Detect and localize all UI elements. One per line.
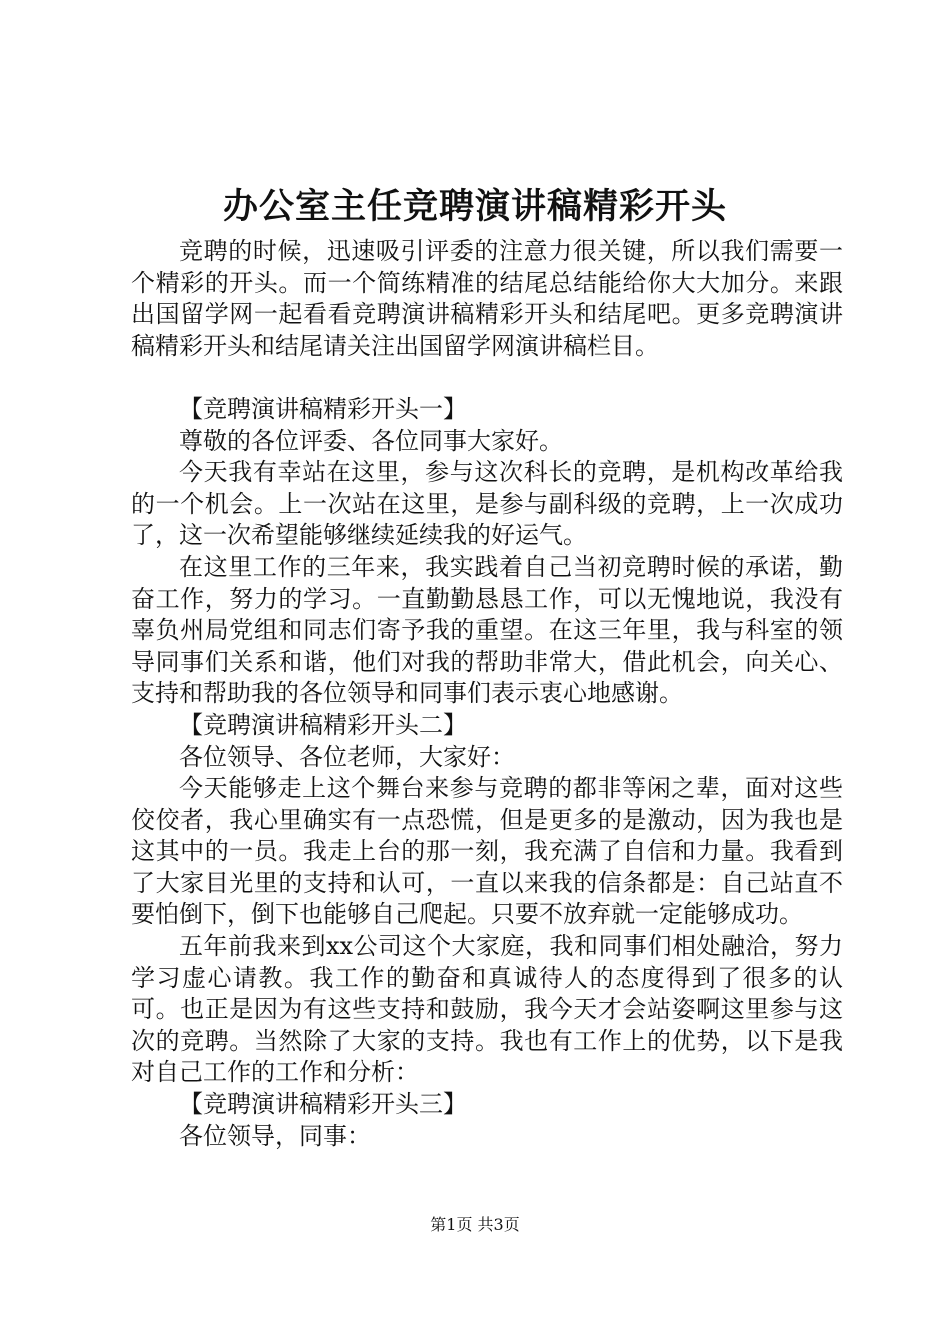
greeting-paragraph-3: 各位领导，同事： — [179, 1121, 371, 1150]
body-paragraph: 五年前我来到xx公司这个大家庭，我和同事们相处融洽，努力学习虚心请教。我工作的勤奋和真诚待人的态度得到了很多的认可。也正是因为有这些支持和鼓励，我今天才会站姿啊这里参与这次的竞聘。当然除了大家的支持。我也有工作上的优势，以下是我对自己工作的工作和分析： — [131, 932, 843, 1087]
section-heading-2: 【竞聘演讲稿精彩开头二】 — [179, 710, 467, 739]
document-title: 办公室主任竞聘演讲稿精彩开头 — [222, 187, 727, 227]
section-heading-1: 【竞聘演讲稿精彩开头一】 — [179, 394, 467, 423]
greeting-paragraph-2: 各位领导、各位老师，大家好： — [179, 742, 515, 771]
document-body — [131, 236, 843, 1152]
section-heading-3: 【竞聘演讲稿精彩开头三】 — [179, 1090, 467, 1119]
page-footer: 第1页 共3页 — [430, 1215, 520, 1234]
body-paragraph: 在这里工作的三年来，我实践着自己当初竞聘时候的承诺，勤奋工作，努力的学习。一直勤勤恳恳工作，可以无愧地说，我没有辜负州局党组和同志们寄予我的重望。在这三年里，我与科室的领导同事们关系和谐，他们对我的帮助非常大，借此机会，向关心、支持和帮助我的各位领导和同事们表示衷心地感谢。 — [131, 552, 843, 708]
intro-paragraph: 竞聘的时候，迅速吸引评委的注意力很关键，所以我们需要一个精彩的开头。而一个简练精准的结尾总结能给你大大加分。来跟出国留学网一起看看竞聘演讲稿精彩开头和结尾吧。更多竞聘演讲稿精彩开头和结尾请关注出国留学网演讲稿栏目。 — [131, 237, 843, 360]
body-paragraph: 今天能够走上这个舞台来参与竞聘的都非等闲之辈，面对这些佼佼者，我心里确实有一点恐慌，但是更多的是激动，因为我也是这其中的一员。我走上台的那一刻，我充满了自信和力量。我看到了大家目光里的支持和认可，一直以来我的信条都是：自己站直不要怕倒下，倒下也能够自己爬起。只要不放弃就一定能够成功。 — [131, 774, 843, 929]
greeting-paragraph-1: 尊敬的各位评委、各位同事大家好。 — [179, 426, 563, 455]
body-paragraph: 今天我有幸站在这里，参与这次科长的竞聘，是机构改革给我的一个机会。上一次站在这里，是参与副科级的竞聘，上一次成功了，这一次希望能够继续延续我的好运气。 — [131, 458, 843, 550]
